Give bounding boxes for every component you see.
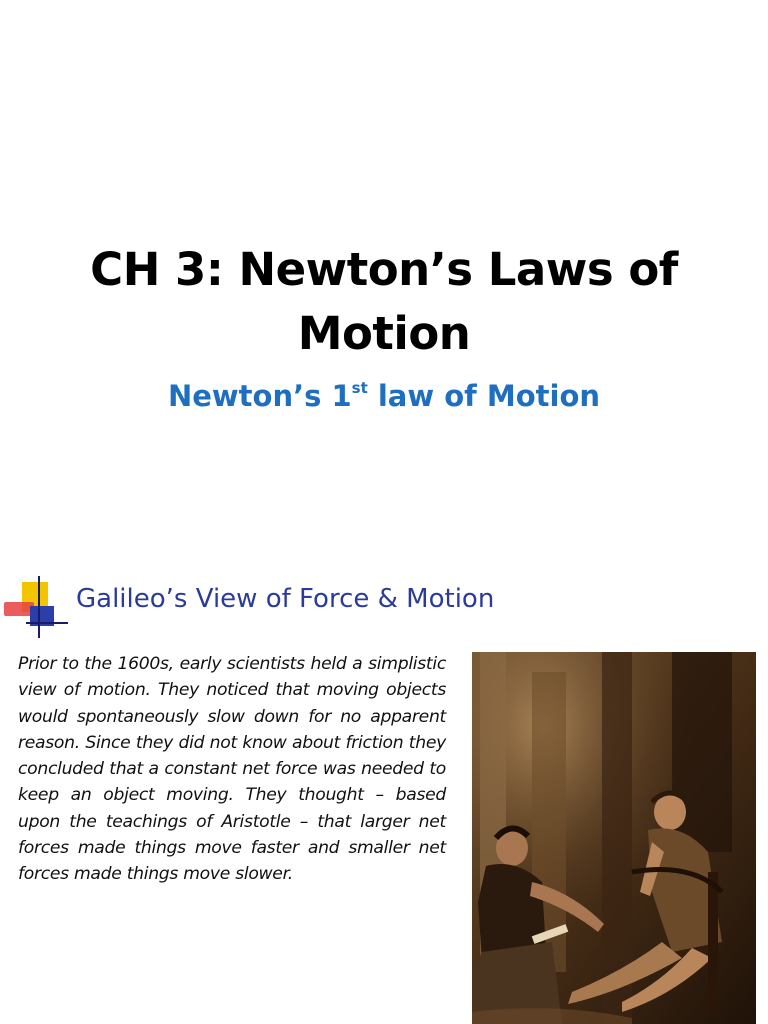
emblem-vertical-line	[38, 576, 40, 638]
slide-corner-emblem-icon	[0, 574, 70, 640]
subtitle-text-start: Newton’s 1	[167, 379, 352, 413]
slide-title: CH 3: Newton’s Laws of Motion	[90, 243, 678, 360]
body-paragraph: Prior to the 1600s, early scientists held a simplistic view of motion. They noticed that moving objects would spontaneously slow down for no apparent reason. Since they did not know about friction they concluded that a constant net force was needed to keep an object moving. They thought – based upon the teachings of Aristotle – that larger net forces made things move faster and smaller net forces made things move slower.	[18, 654, 446, 885]
aristotle-painting-image	[472, 652, 756, 1024]
subtitle-text-end: law of Motion	[367, 379, 601, 413]
emblem-horizontal-line	[26, 622, 68, 624]
subtitle-ordinal-suffix: st	[351, 379, 368, 397]
section-heading: Galileo’s View of Force & Motion	[76, 584, 495, 614]
slide-subtitle	[40, 378, 728, 414]
